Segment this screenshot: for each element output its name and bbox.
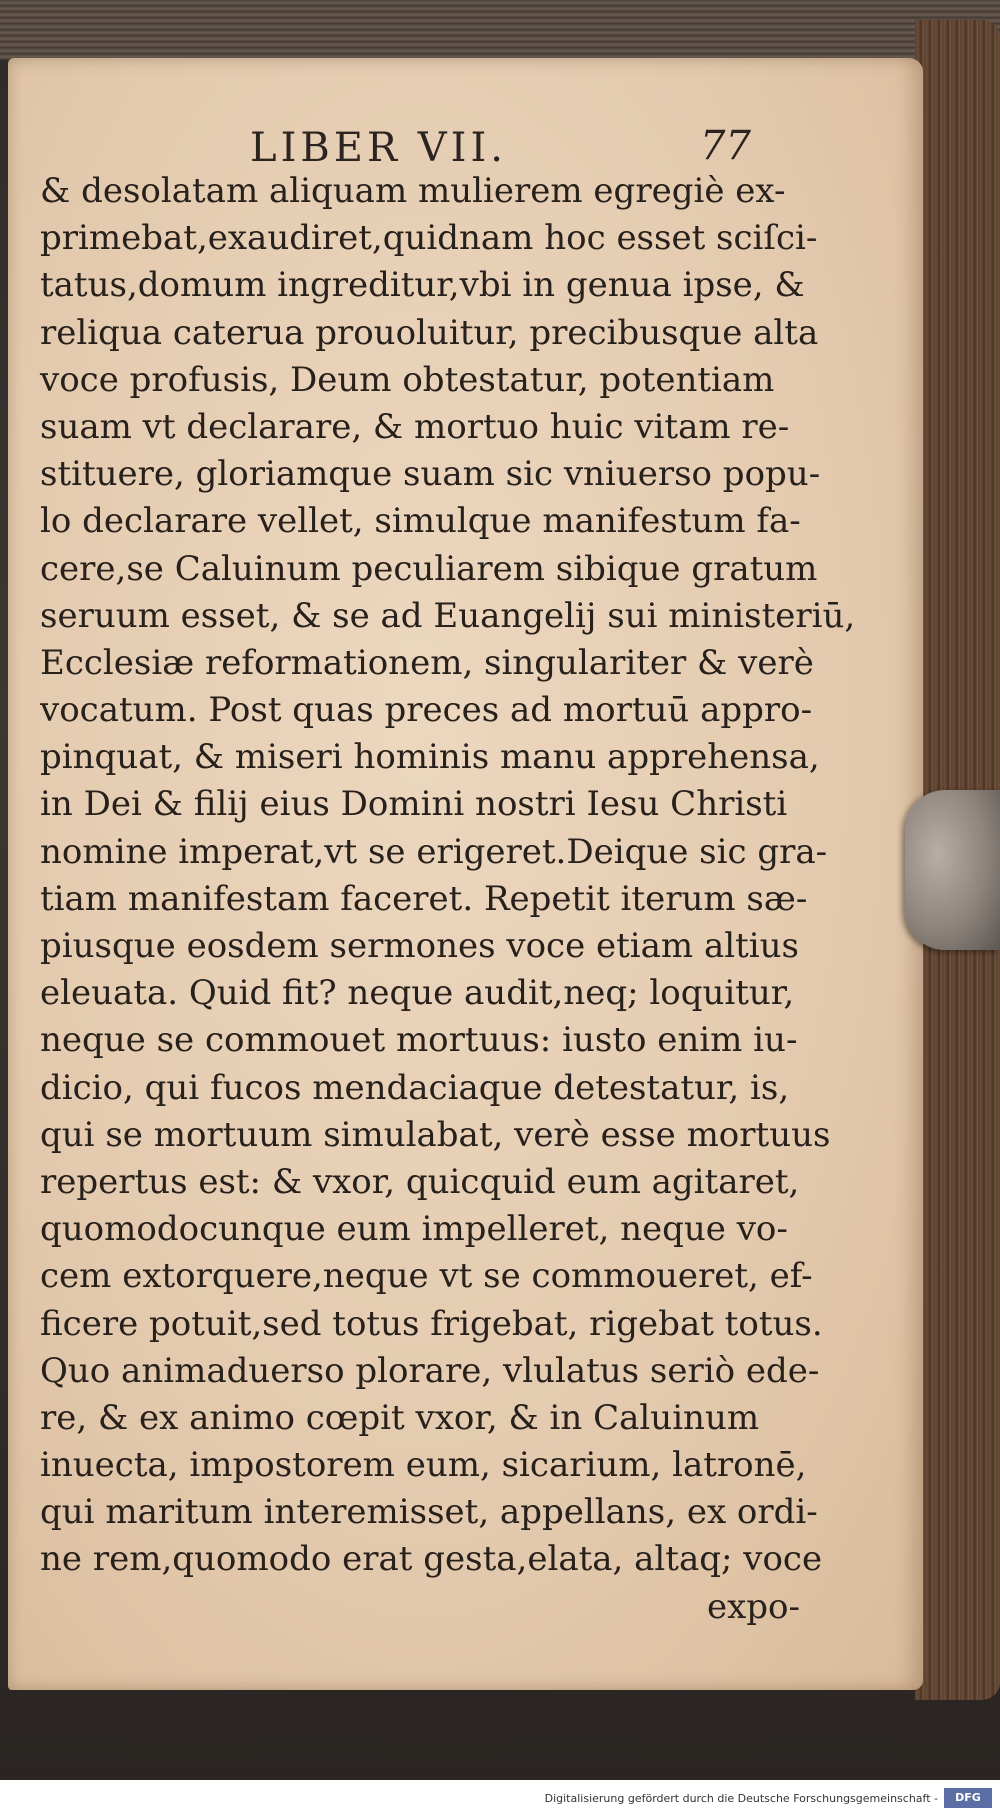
text-line: reliqua caterua prouoluitur, precibusque alta [40,312,819,353]
body-text [40,168,856,1631]
book-clasp [905,790,1000,950]
text-line: suam vt declarare, & mortuo huic vitam re- [40,406,790,447]
footer-credit: Digitalisierung gefördert durch die Deutsche Forschungsgemeinschaft - [544,1792,938,1805]
text-line: cere,se Caluinum peculiarem sibique gratum [40,548,818,589]
text-line: neque se commouet mortuus: iusto enim iu- [40,1020,798,1061]
text-line: piusque eosdem sermones voce etiam altius [40,926,800,966]
text-line: qui se mortuum simulabat, verè esse mortuus [40,1114,831,1155]
text-line: Ecclesiæ reformationem, singulariter & verè [40,642,814,683]
dfg-logo: DFG [944,1788,992,1808]
text-line: ficere potuit,sed totus frigebat, rigebat totus. [40,1303,823,1344]
page-number: 77 [700,123,751,169]
text-line: repertus est: & vxor, quicquid eum agitaret, [40,1161,800,1202]
text-line: pinquat, & miseri hominis manu apprehensa, [40,737,820,778]
text-line: re, & ex animo cœpit vxor, & in Caluinum [40,1397,760,1438]
text-line: quomodocunque eum impelleret, neque vo- [40,1209,788,1250]
text-line: inuecta, impostorem eum, sicarium, latronē, [40,1445,807,1486]
text-line: qui maritum interemisset, appellans, ex ordi- [40,1492,818,1533]
text-line: tiam manifestam faceret. Repetit iterum sæ- [40,878,808,919]
book-top-edge [0,0,1000,60]
running-head: LIBER VII. [250,125,507,171]
footer [0,1780,1000,1820]
text-line: tatus,domum ingreditur,vbi in genua ipse, & [40,265,805,306]
text-line: stituere, gloriamque suam sic vniuerso popu- [40,454,821,495]
text-line: dicio, qui fucos mendaciaque detestatur, is, [40,1067,790,1108]
text-line: & desolatam aliquam mulierem egregiè ex- [40,171,786,211]
text-line: Quo animaduerso plorare, vlulatus seriò ede- [40,1350,820,1391]
text-line: voce profusis, Deum obtestatur, potentiam [40,359,775,400]
text-line: lo declarare vellet, simulque manifestum fa- [40,501,801,542]
text-line: in Dei & filij eius Domini nostri Iesu Christi [40,784,788,825]
text-line: primebat,exaudiret,quidnam hoc esset sciſci- [40,218,818,259]
text-line: seruum esset, & se ad Euangelij sui ministeriū, [40,595,856,636]
text-line: eleuata. Quid fit? neque audit,neq; loquitur, [40,973,795,1014]
catchword: expo- [706,1586,800,1627]
text-line: vocatum. Post quas preces ad mortuū appro- [40,690,813,731]
text-line: cem extorquere,neque vt se commoueret, ef- [40,1256,813,1297]
text-line: ne rem,quomodo erat gesta,elata, altaq; voce [40,1539,823,1580]
text-line: nomine imperat,vt se erigeret.Deique sic gra- [40,831,828,872]
